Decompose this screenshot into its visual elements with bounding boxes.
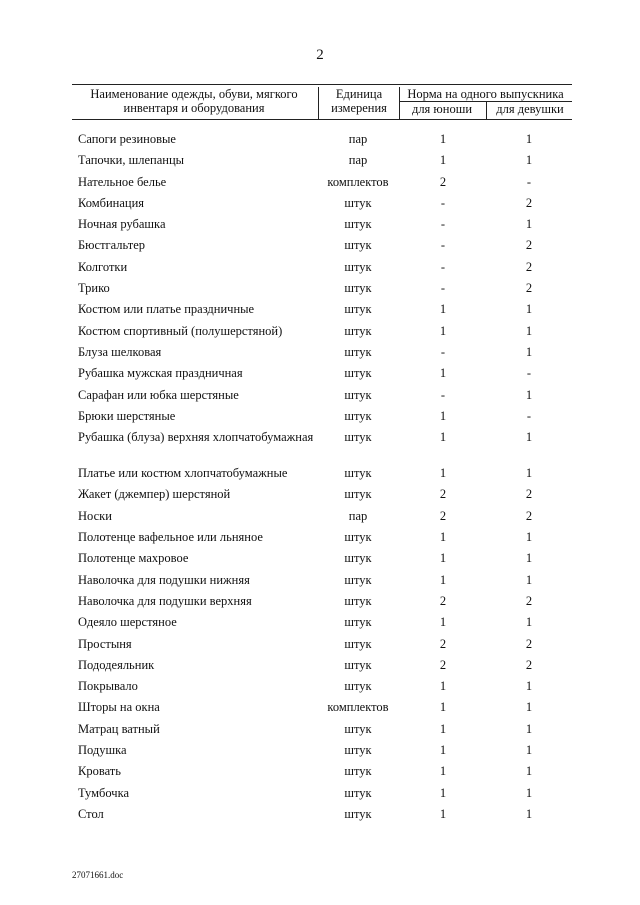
cell-unit: штук <box>344 366 372 381</box>
cell-boys: - <box>440 344 446 359</box>
table-row <box>0 196 640 217</box>
cell-name: Колготки <box>78 259 128 274</box>
cell-unit: штук <box>344 551 372 566</box>
cell-name: Наволочка для подушки нижняя <box>78 572 250 587</box>
cell-name: Простыня <box>78 636 132 651</box>
cell-girls: 1 <box>525 806 533 821</box>
cell-unit: пар <box>348 132 368 146</box>
cell-name: Стол <box>78 806 104 821</box>
table-row <box>0 594 640 615</box>
cell-girls: 1 <box>525 387 533 402</box>
table-row <box>0 302 640 323</box>
cell-boys: 2 <box>439 508 447 523</box>
cell-name: Бюстгальтер <box>78 238 146 253</box>
cell-unit: штук <box>344 530 372 545</box>
cell-girls: 1 <box>525 551 533 566</box>
cell-boys: 1 <box>439 323 447 338</box>
cell-unit: штук <box>344 466 372 481</box>
header-name: Наименование одежды, обуви, мягкого инвентаря и оборудования <box>90 87 298 115</box>
table-row <box>0 238 640 259</box>
table-row <box>0 615 640 636</box>
table-row <box>0 807 640 828</box>
cell-unit: штук <box>344 408 372 423</box>
cell-boys: 1 <box>439 132 447 146</box>
cell-name: Нательное белье <box>78 174 167 189</box>
cell-name: Брюки шерстяные <box>78 408 176 423</box>
footer-filename: 27071661.doc <box>72 870 124 880</box>
cell-girls: 1 <box>525 466 533 481</box>
table-row <box>0 153 640 174</box>
table-row <box>0 743 640 764</box>
cell-boys: 1 <box>439 302 447 317</box>
cell-name: Блуза шелковая <box>78 344 162 359</box>
cell-boys: 1 <box>439 153 447 168</box>
table-row <box>0 764 640 785</box>
header-norm: Норма на одного выпускника <box>407 87 564 101</box>
header-boys: для юноши <box>411 102 473 116</box>
cell-girls: 2 <box>525 259 533 274</box>
cell-name: Сапоги резиновые <box>78 132 176 146</box>
table-row <box>0 573 640 594</box>
cell-name: Жакет (джемпер) шерстяной <box>78 487 231 502</box>
cell-unit: штук <box>344 323 372 338</box>
cell-girls: 1 <box>525 153 533 168</box>
cell-boys: 2 <box>439 593 447 608</box>
cell-girls: 1 <box>525 764 533 779</box>
cell-girls: 2 <box>525 636 533 651</box>
cell-unit: штук <box>344 615 372 630</box>
cell-boys: - <box>440 259 446 274</box>
cell-name: Тапочки, шлепанцы <box>78 153 185 168</box>
cell-boys: 2 <box>439 174 447 189</box>
cell-name: Шторы на окна <box>78 700 160 715</box>
cell-girls: 1 <box>525 721 533 736</box>
cell-boys: 1 <box>439 615 447 630</box>
cell-unit: комплектов <box>327 700 389 715</box>
cell-boys: 1 <box>439 530 447 545</box>
cell-girls: 1 <box>525 615 533 630</box>
cell-boys: 1 <box>439 764 447 779</box>
cell-unit: пар <box>348 153 368 168</box>
table-row <box>0 132 640 153</box>
cell-name: Тумбочка <box>78 785 130 800</box>
table-row <box>0 345 640 366</box>
cell-boys: 2 <box>439 657 447 672</box>
cell-unit: комплектов <box>327 174 389 189</box>
cell-boys: 2 <box>439 487 447 502</box>
cell-name: Кровать <box>78 764 121 779</box>
cell-unit: штук <box>344 238 372 253</box>
cell-name: Платье или костюм хлопчатобумажные <box>78 466 288 481</box>
cell-unit: штук <box>344 487 372 502</box>
cell-unit: штук <box>344 593 372 608</box>
cell-boys: - <box>440 217 446 232</box>
cell-girls: 1 <box>525 785 533 800</box>
table-row <box>0 487 640 508</box>
cell-name: Наволочка для подушки верхняя <box>78 593 252 608</box>
cell-girls: 2 <box>525 281 533 296</box>
cell-girls: 2 <box>525 238 533 253</box>
table-row <box>0 700 640 721</box>
table-row <box>0 658 640 679</box>
table-row <box>0 409 640 430</box>
cell-unit: штук <box>344 679 372 694</box>
cell-girls: - <box>526 174 532 189</box>
cell-unit: штук <box>344 636 372 651</box>
cell-unit: штук <box>344 657 372 672</box>
table-row <box>0 509 640 530</box>
cell-boys: 1 <box>439 572 447 587</box>
cell-unit: штук <box>344 572 372 587</box>
cell-girls: 1 <box>525 302 533 317</box>
cell-name: Костюм спортивный (полушерстяной) <box>78 323 283 338</box>
cell-name: Одеяло шерстяное <box>78 615 177 630</box>
cell-unit: пар <box>348 508 368 523</box>
cell-boys: 2 <box>439 636 447 651</box>
cell-girls: 2 <box>525 593 533 608</box>
table-row <box>0 530 640 551</box>
cell-boys: 1 <box>439 551 447 566</box>
cell-girls: 2 <box>525 657 533 672</box>
cell-name: Пододеяльник <box>78 657 155 672</box>
cell-name: Комбинация <box>78 195 145 210</box>
cell-unit: штук <box>344 743 372 758</box>
cell-boys: 1 <box>439 408 447 423</box>
table-row <box>0 217 640 238</box>
cell-boys: 1 <box>439 679 447 694</box>
cell-name: Рубашка мужская праздничная <box>78 366 243 381</box>
cell-girls: - <box>526 366 532 381</box>
cell-girls: - <box>526 408 532 423</box>
cell-girls: 1 <box>525 679 533 694</box>
cell-boys: 1 <box>439 721 447 736</box>
cell-girls: 1 <box>525 323 533 338</box>
cell-unit: штук <box>344 195 372 210</box>
header-unit: Единица измерения <box>318 87 400 119</box>
cell-unit: штук <box>344 344 372 359</box>
cell-unit: штук <box>344 387 372 402</box>
page-number: 2 <box>316 47 324 63</box>
cell-name: Костюм или платье праздничные <box>78 302 255 317</box>
cell-boys: 1 <box>439 430 447 445</box>
cell-girls: 2 <box>525 487 533 502</box>
table-row <box>0 722 640 743</box>
cell-boys: - <box>440 238 446 253</box>
table-row <box>0 388 640 409</box>
cell-unit: штук <box>344 302 372 317</box>
cell-boys: 1 <box>439 743 447 758</box>
cell-unit: штук <box>344 785 372 800</box>
cell-name: Сарафан или юбка шерстяные <box>78 387 239 402</box>
cell-girls: 1 <box>525 217 533 232</box>
cell-girls: 1 <box>525 700 533 715</box>
table-row <box>0 551 640 572</box>
cell-girls: 2 <box>525 195 533 210</box>
table-row <box>0 786 640 807</box>
cell-girls: 2 <box>525 508 533 523</box>
cell-boys: 1 <box>439 366 447 381</box>
cell-girls: 1 <box>525 430 533 445</box>
cell-name: Покрывало <box>78 679 138 694</box>
cell-boys: - <box>440 195 446 210</box>
cell-girls: 1 <box>525 530 533 545</box>
cell-girls: 1 <box>525 344 533 359</box>
cell-girls: 1 <box>525 743 533 758</box>
table-body <box>0 132 640 828</box>
cell-unit: штук <box>344 217 372 232</box>
table-row <box>0 679 640 700</box>
cell-name: Полотенце вафельное или льняное <box>78 530 263 545</box>
table-row <box>0 430 640 466</box>
cell-name: Ночная рубашка <box>78 217 166 232</box>
cell-unit: штук <box>344 430 372 445</box>
cell-name: Матрац ватный <box>78 721 160 736</box>
cell-name: Полотенце махровое <box>78 551 189 566</box>
cell-unit: штук <box>344 259 372 274</box>
table-row <box>0 281 640 302</box>
cell-boys: 1 <box>439 785 447 800</box>
cell-name: Рубашка (блуза) верхняя хлопчатобумажная <box>78 430 314 445</box>
cell-boys: - <box>440 281 446 296</box>
cell-boys: 1 <box>439 466 447 481</box>
table-row <box>0 637 640 658</box>
cell-boys: 1 <box>439 806 447 821</box>
table-row <box>0 466 640 487</box>
cell-girls: 1 <box>525 132 533 146</box>
cell-girls: 1 <box>525 572 533 587</box>
cell-name: Подушка <box>78 743 127 758</box>
table-header <box>72 84 572 120</box>
table-row <box>0 175 640 196</box>
cell-unit: штук <box>344 281 372 296</box>
cell-boys: 1 <box>439 700 447 715</box>
cell-name: Носки <box>78 508 112 523</box>
cell-name: Трико <box>78 281 110 296</box>
cell-unit: штук <box>344 764 372 779</box>
header-girls: для девушки <box>486 102 573 119</box>
table-row <box>0 366 640 387</box>
table-row <box>0 260 640 281</box>
cell-boys: - <box>440 387 446 402</box>
cell-unit: штук <box>344 806 372 821</box>
table-row <box>0 324 640 345</box>
cell-unit: штук <box>344 721 372 736</box>
